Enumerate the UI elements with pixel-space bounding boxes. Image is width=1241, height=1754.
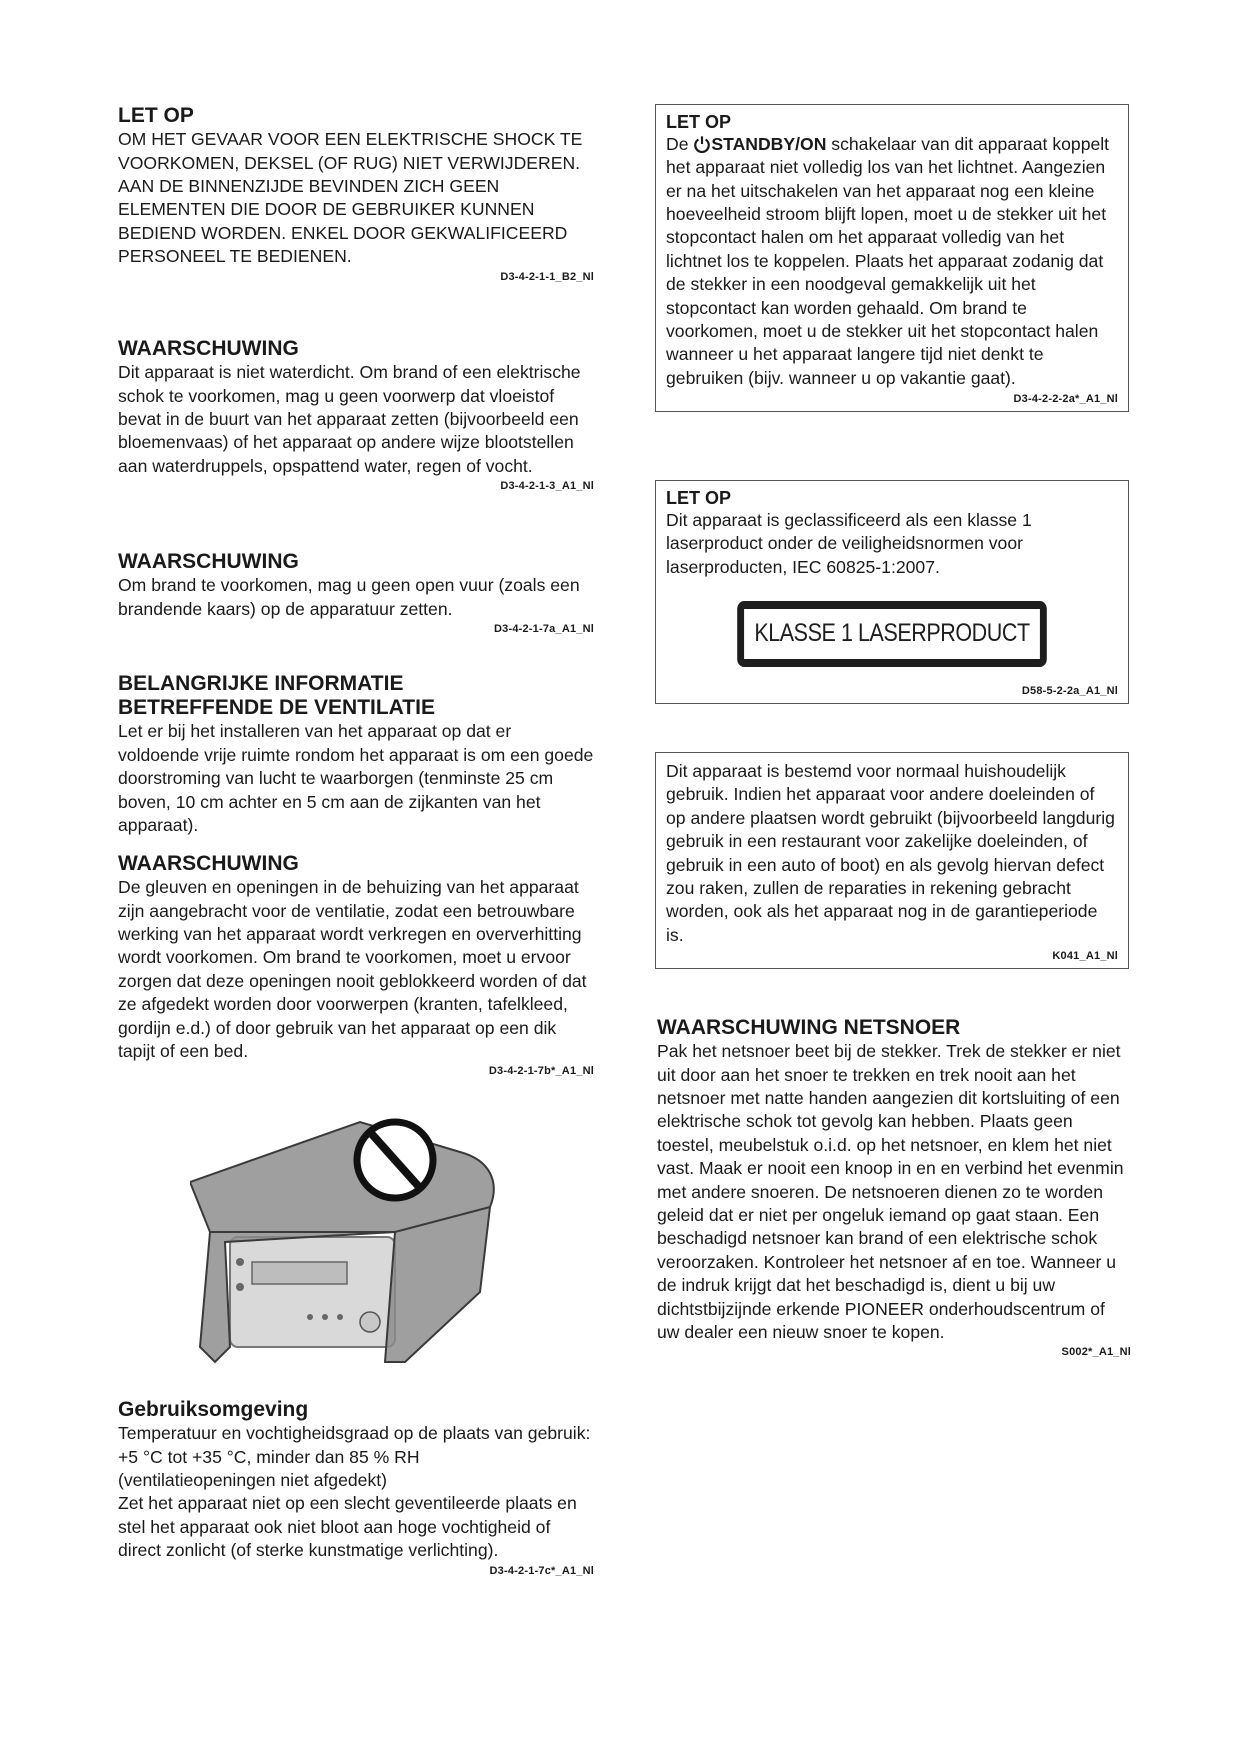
section-let-op xyxy=(118,104,594,283)
device-display xyxy=(252,1262,347,1284)
box-laser xyxy=(655,480,1129,704)
box-title: LET OP xyxy=(666,112,732,132)
laser-class-label: KLASSE 1 LASERPRODUCT xyxy=(737,601,1047,667)
section-text: OM HET GEVAAR VOOR EEN ELEKTRISCHE SHOCK TE VOORKOMEN, DEKSEL (OF RUG) NIET VERWIJDEREN. AAN DE BINNENZIJDE BEVINDEN ZICH GEEN ELEMENTEN DIE DOOR DE GEBRUIKER KUNNEN BEDIEND WORDEN. ENKEL DOOR GEKWALIFICEERD PERSONEEL TE BEDIENEN. xyxy=(118,129,583,267)
box-text: Dit apparaat is bestemd voor normaal huishoudelijk gebruik. Indien het apparaat voor andere doeleinden of op andere plaatsen wordt gebruikt (bijvoorbeeld langdurig gebruik in een restaurant voor zakelijke doeleinden, of gebruik in een auto of boot) en als gevolg hiervan defect zou raken, zullen de reparaties in rekening gebracht worden, ook als het apparaat nog in de garantieperiode is. xyxy=(666,761,1115,945)
section-text: Let er bij het installeren van het apparaat op dat er voldoende vrije ruimte rondom het apparaat is om een goede doorstroming van lucht te waarborgen (tenminste 25 cm boven, 10 cm achter en 5 cm aan de zijkanten van het apparaat). xyxy=(118,721,594,835)
device-button xyxy=(322,1314,328,1320)
reference-code: K041_A1_Nl xyxy=(1052,950,1118,963)
section-title: WAARSCHUWING xyxy=(118,550,299,573)
device-knob xyxy=(236,1283,244,1291)
environment-range: +5 °C tot +35 °C, minder dan 85 % RH xyxy=(118,1446,420,1467)
section-power-cord xyxy=(655,1016,1133,1358)
reference-code: D3-4-2-2-2a*_A1_Nl xyxy=(1013,393,1118,406)
device-dial xyxy=(360,1312,380,1332)
section-title-line1: BELANGRIJKE INFORMATIE xyxy=(118,672,404,695)
section-title: LET OP xyxy=(118,104,194,127)
box-text: Dit apparaat is geclassificeerd als een klasse 1 laserproduct onder de veiligheidsnormen voor laserproducten, IEC 60825-1:2007. xyxy=(666,509,1032,577)
section-text: Pak het netsnoer beet bij de stekker. Trek de stekker er niet uit door aan het snoer te trekken en trek nooit aan het netsnoer met natte handen aangezien dit kortsluiting of een elektrische schok tot gevolg kan hebben. Plaats geen toestel, meubelstuk o.i.d. op het netsnoer, en klem het niet vast. Maak er nooit een knoop in en en verbind het evenmin met andere snoeren. De netsnoeren dienen zo te worden geleid dat er niet per ongeluk iemand op gaat staan. Een beschadigd netsnoer kan brand of een elektrische schok veroorzaken. Kontroleer het netsnoer af en toe. Wanneer u de indruk krijgt dat het beschadigd is, dient u bij uw dichtstbijzijnde erkende PIONEER onderhoudscentrum of uw dealer een nieuw snoer te kopen. xyxy=(657,1041,1124,1343)
standby-on-label: STANDBY/ON xyxy=(711,133,827,154)
section-title-line2: BETREFFENDE DE VENTILATIE xyxy=(118,696,435,720)
text-body: schakelaar van dit apparaat koppelt het apparaat niet volledig los van het lichtnet. Aangezien er na het uitschakelen van het apparaat nog een kleine hoeveelheid stroom blijft lopen, moet u de stekker uit het stopcontact halen om het apparaat volledig van het lichtnet los te koppelen. Plaats het apparaat zodanig dat de stekker in een noodgeval gemakkelijk uit het stopcontact kan worden gehaald. Om brand te voorkomen, moet u de stekker uit het stopcontact halen wanneer u het apparaat langere tijd niet denkt te gebruiken (bijv. wanneer u op vakantie gaat). xyxy=(666,133,1110,388)
covered-device-illustration xyxy=(190,1112,520,1382)
reference-code: S002*_A1_Nl xyxy=(1061,1346,1131,1359)
section-text: Dit apparaat is niet waterdicht. Om brand of een elektrische schok te voorkomen, mag u geen voorwerp dat vloeistof bevat in de buurt van het apparaat zetten (bijvoorbeeld een bloemenvaas) of het apparaat op andere wijze blootstellen aan waterdruppels, opspattend water, regen of vocht. xyxy=(118,362,581,476)
standby-power-icon xyxy=(693,135,711,153)
environment-line: Temperatuur en vochtigheidsgraad op de plaats van gebruik: xyxy=(118,1423,591,1444)
reference-code: D3-4-2-1-1_B2_Nl xyxy=(500,270,594,283)
device-knob xyxy=(236,1258,244,1266)
section-text: De gleuven en openingen in de behuizing van het apparaat zijn aangebracht voor de ventilatie, zodat een betrouwbare werking van het apparaat wordt verkregen en oververhitting wordt voorkomen. Om brand te voorkomen, moet u ervoor zorgen dat deze openingen nooit geblokkeerd worden of dat ze afgedekt worden door voorwerpen (kranten, tafelkleed, gordijn e.d.) of door gebruik van het apparaat op een dik tapijt of een bed. xyxy=(118,877,587,1061)
reference-code: D3-4-2-1-7a_A1_Nl xyxy=(494,622,594,635)
section-title: WAARSCHUWING xyxy=(118,852,299,875)
device-button xyxy=(337,1314,343,1320)
reference-code: D58-5-2-2a_A1_Nl xyxy=(1021,684,1118,697)
section-title: Gebruiksomgeving xyxy=(118,1398,309,1421)
box-title: LET OP xyxy=(666,488,732,508)
reference-code: D3-4-2-1-7b*_A1_Nl xyxy=(488,1065,594,1078)
reference-code: D3-4-2-1-7c*_A1_Nl xyxy=(489,1564,594,1577)
section-ventilation xyxy=(118,672,594,837)
text-prefix: De xyxy=(666,133,694,154)
device-button xyxy=(307,1314,313,1320)
section-waarschuwing-fire xyxy=(118,550,594,635)
section-title: WAARSCHUWING NETSNOER xyxy=(657,1016,961,1039)
box-text xyxy=(666,133,1118,390)
environment-text: Zet het apparaat niet op een slecht geventileerde plaats en stel het apparaat ook niet bloot aan hoge vochtigheid of direct zonlicht (of sterke kunstmatige verlichting). xyxy=(118,1493,577,1561)
section-waarschuwing-water xyxy=(118,337,594,492)
box-household xyxy=(655,752,1129,969)
environment-note: (ventilatieopeningen niet afgedekt) xyxy=(118,1469,387,1490)
section-waarschuwing-ventilation xyxy=(118,852,594,1077)
box-standby xyxy=(655,104,1129,412)
section-title: WAARSCHUWING xyxy=(118,337,299,360)
reference-code: D3-4-2-1-3_A1_Nl xyxy=(500,480,594,493)
section-environment xyxy=(118,1398,594,1577)
section-text: Om brand te voorkomen, mag u geen open vuur (zoals een brandende kaars) op de apparatuur zetten. xyxy=(118,575,580,619)
